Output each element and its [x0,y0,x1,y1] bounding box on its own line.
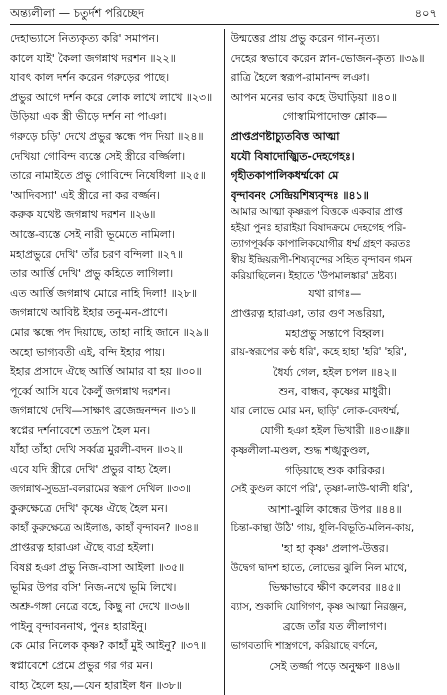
verse-line: তারে নামাইতে প্রভু গোবিন্দে নিষেধিলা ॥২৫॥ [10,169,206,183]
verse-line: উড়িয়া এক স্ত্রী ভীড়ে দর্শন না পাঞা। [10,110,167,124]
verse-line: প্রাপ্তরত্ন হারাঞা, তার গুণ সঙরিয়া, [230,306,386,320]
verse-line: 'আদিবস্যা' এই স্ত্রীরে না কর বর্জ্জন। [10,188,160,202]
verse-line: রাত্রি হৈলে স্বরূপ-রামানন্দ লঞা। [230,71,370,85]
verse-line: বিষণ্ণ হঞা প্রভু নিজ-বাসা আইলা ॥৩৫॥ [10,561,185,575]
verse-line: এত আর্ত্তি জগন্নাথ মোরে নাহি দিলা! ॥২৮॥ [10,286,197,300]
verse-line: রায়-স্বরূপের কণ্ঠ ধরি', কহে হাহা 'হরি' 'হরি', [230,346,407,359]
section-heading: গোস্বামিপাদোক্ত শ্লোক— [282,110,388,124]
verse-line: বাহ্য হৈলে হয়,—যেন হারাইল ধন ॥৩৮॥ [10,678,182,692]
verse-line: যাঁহা তাঁহা দেখি সর্ব্বত্র মুরলী-বদন ॥৩২॥ [10,443,183,457]
page-number: ৪০৭ [414,6,437,20]
verse-line: কুরুক্ষেত্রে দেখি' কৃষ্ণে ঐছে হৈল মন। [10,502,168,516]
sanskrit-verse-line: বৃন্দাবনং সেন্দ্রিয়শিষ্যবৃন্দঃ ॥৪১॥ [230,188,369,202]
verse-line: প্রাপ্তরত্ন হারাঞা ঐছে ব্যগ্র হইলা। [10,541,154,555]
verse-line: ব্রজে তাঁর যত লীলাগণ। [282,620,387,634]
sanskrit-verse-line: যযৌ বিষাদোজ্ঝিত-দেহগেহঃ। [230,149,355,163]
verse-line: পাইনু বৃন্দাবননাথ, পুনঃ হারাইনু। [10,619,147,633]
verse-line: তার আর্ত্তি দেখি' প্রভু কহিতে লাগিলা। [10,267,174,281]
verse-line: পূর্ব্বে আসি যবে কৈলুঁ জগন্নাথ দরশন। [10,384,171,398]
verse-line: কাহাঁ কুরুক্ষেত্রে আইলাঙ, কাহাঁ বৃন্দাবন? ॥৩৪॥ [10,521,199,534]
verse-line: আশা-ঝুলি কান্ধের উপর ॥৪৪॥ [267,502,402,516]
verse-line: 'হা হা কৃষ্ণ' প্রলাপ-উত্তর। [281,542,389,556]
verse-line: অহো ভাগ্যবতী এই, বন্দি ইহার পায়। [10,345,166,359]
page-header [10,6,439,25]
verse-line: চিন্তা-কান্থা উঠি' গায়, ধূলি-বিভূতি-মলিন-কায়, [230,522,415,535]
verse-line: সেই কুণ্ডল কাণে পরি', তৃষ্ণা-লাউ-থালী ধরি', [230,483,413,496]
verse-line: প্রভুর আগে দর্শন করে লোক লাখে লাখে ॥২৩॥ [10,90,213,104]
commentary-line: ত্যাগপূর্ব্বক কাপালিকযোগীর ধর্ম্ম গ্রহণ করতঃ [230,237,411,250]
verse-line: ধৈর্য্য গেল, হইল চপল ॥৪২॥ [272,365,397,379]
verse-line: জগন্নাথে আবিষ্ট ইহার তনু-মন-প্রাণে। [10,306,168,320]
verse-line: কালে যাই' কৈলা জগন্নাথ দরশন ॥২২॥ [10,51,176,65]
verse-line: এবে যদি স্ত্রীরে দেখি' প্রভুর বাহ্য হৈল। [10,463,171,477]
verse-line: গড়িয়াছে শুক কারিকর। [284,463,385,477]
right-column [225,29,440,695]
verse-line: অশ্রু-গঙ্গা নেত্রে বহে, কিছু না দেখে ॥৩৬॥ [10,600,190,614]
verse-line: জগন্নাথ-সুভদ্রা-বলরামের স্বরূপ দেখিল ॥৩৩॥ [10,482,191,495]
verse-line: জগন্নাথে দেখি—সাক্ষাৎ ব্রজেন্দ্রনন্দন ॥৩১॥ [10,404,196,418]
verse-line: দেখিয়া গোবিন্দ ব্যস্তে সেই স্ত্রীরে বর্জ্জিলা। [10,149,186,163]
verse-line: ভাগবতাদি শাস্ত্রগণে, করিয়াছে বর্ণনে, [230,640,378,653]
verse-line: যাবৎ কাল দর্শন করেন গরুড়ের পাছে। [10,71,170,85]
verse-line: ভূমির উপর বসি' নিজ-নখে ভূমি লিখে। [10,580,177,594]
verse-line: কৃষ্ণলীলা-মণ্ডল, শুদ্ধ শঙ্খকুণ্ডল, [230,444,370,458]
verse-line: উন্মত্তের প্রায় প্রভু করেন গান-নৃত্য। [230,32,380,45]
commentary-line: আমার আত্মা কৃষ্ণরূপ বিত্তকে একবার প্রাপ্ত [230,206,403,219]
raga-heading: যথা রাগঃ— [308,287,362,301]
verse-line: সেই তর্জ্জা পড়ে অনুক্ষণ ॥৪৬॥ [269,659,401,673]
verse-line: মোর স্কন্ধে পদ দিয়াছে, তাহা নাহি জানে ॥২৯॥ [10,325,209,339]
verse-line: আস্তে-ব্যস্তে সেই নারী ভূমেতে নামিলা। [10,227,175,241]
verse-line: কে মোর নিলেক কৃষ্ণ? কাহাঁ মুই আইনু? ॥৩৭॥ [10,639,207,653]
commentary-line: করিয়াছিলেন। ইহাতে 'উপমালঙ্কার' দ্রষ্টব্য। [230,269,397,282]
sanskrit-verse-line: গৃহীতকাপালিকধর্ম্মকো মে [230,169,339,183]
verse-line: গরুড়ে চড়ি' দেখে প্রভুর স্কন্ধে পদ দিয়া ॥২৪॥ [10,129,204,143]
verse-line: আপন মনের ভাব কহে উঘাড়িয়া ॥৪০॥ [230,90,398,104]
sanskrit-verse-line: প্রাপ্তপ্রণষ্টাচ্যুতবিত্ত আত্মা [230,129,340,143]
verse-line: উদ্বেগ দ্বাদশ হাতে, লোভের ঝুলি নিল মাথে, [230,561,408,574]
commentary-line: হইয়া পুনঃ হারাইয়া বিষাদক্রমে দেহগেহ পরি- [230,222,406,235]
verse-line: করুক যথেষ্ট জগন্নাথ দরশন ॥২৬॥ [10,208,156,222]
text-columns [10,29,439,695]
verse-line: মহাপ্রভু সন্তাপে বিহ্বল। [285,326,385,340]
running-title: অন্ত্যলীলা — চতুর্দশ পরিচ্ছেদ [10,6,145,20]
verse-line: দেহের স্বভাবে করেন স্নান-ভোজন-কৃত্য ॥৩৯॥ [230,51,425,65]
verse-line: শুন, বান্ধব, কৃষ্ণের মাধুরী। [278,385,391,399]
verse-line: ইহার প্রসাদে ঐছে আর্ত্তি আমার বা হয় ॥৩০॥ [10,365,202,379]
verse-line: যার লোভে মোর মন, ছাড়ি' লোক-বেদধর্ম্ম, [230,404,400,417]
verse-line: ব্যাস, শুকাদি যোগিগণ, কৃষ্ণ আত্মা নিরঞ্জন, [230,600,407,613]
verse-line: ভিক্ষাভাবে ক্ষীণ কলেবর ॥৪৫॥ [268,581,401,595]
verse-line: যোগী হঞা হইল ভিখারী ॥৪৩॥ধ্রু॥ [259,424,410,438]
verse-line: স্বপ্নাবেশে প্রেমে প্রভুর গর গর মন। [10,659,153,672]
commentary-line: স্বীয় ইন্দ্রিয়রূপী-শিষ্যবৃন্দের সহিত বৃন্দাবন গমন [230,253,412,266]
verse-line: মহাপ্রভুরে দেখি' তাঁর চরণ বন্দিলা ॥২৭॥ [10,247,183,261]
verse-line: স্বপ্নের দর্শনাবেশে তদ্রূপ হৈল মন। [10,423,151,437]
verse-line: দেহাভ্যাসে নিত্যকৃত্য করি' সমাপন। [10,32,159,45]
left-column [10,29,225,695]
